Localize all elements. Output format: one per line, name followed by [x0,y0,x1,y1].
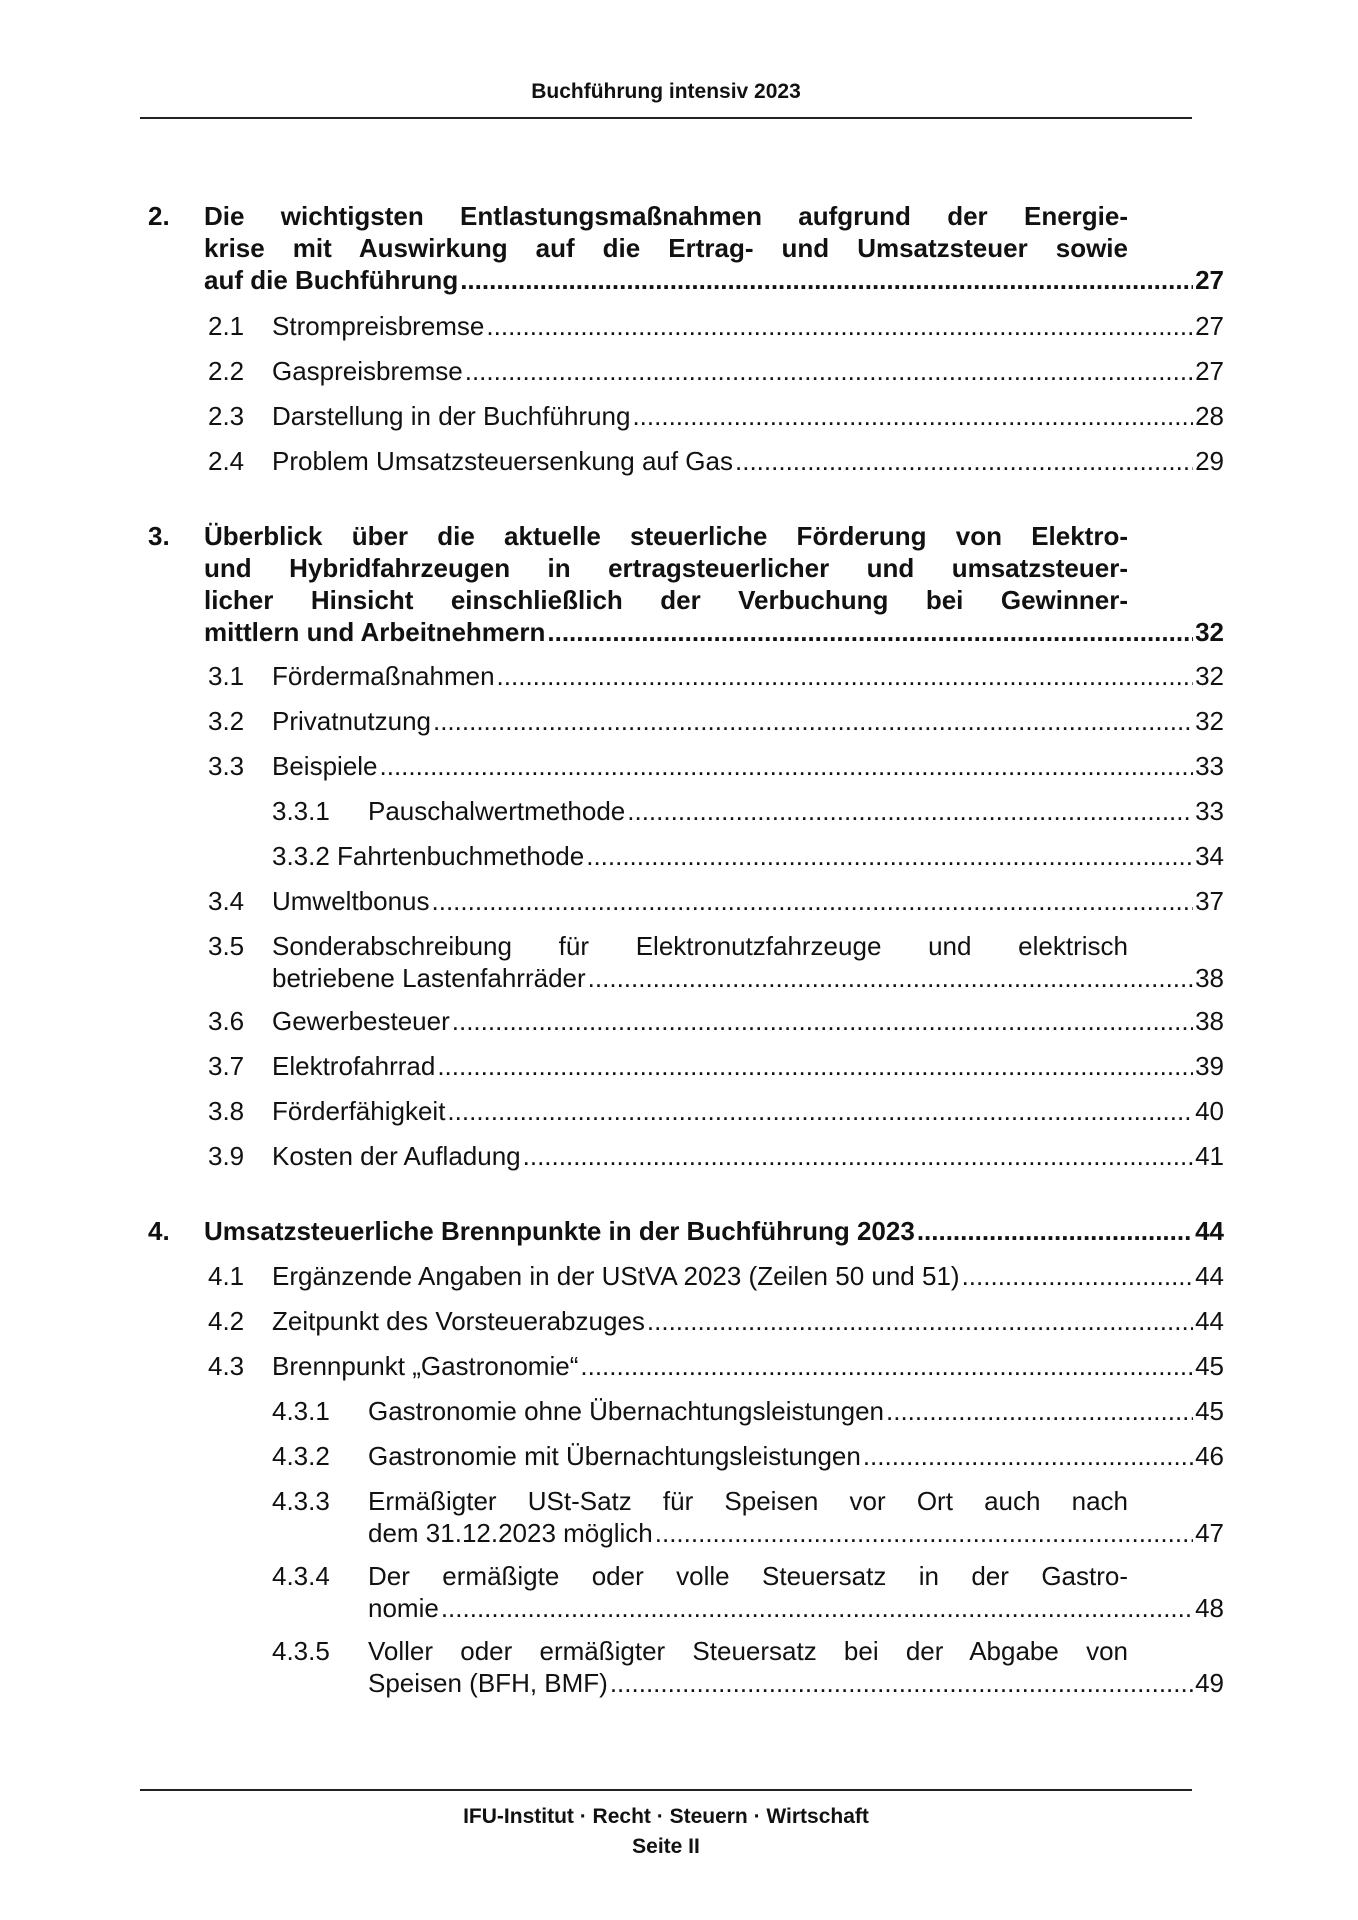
header-rule [140,117,1192,119]
dot-leader [447,1095,1193,1127]
toc-entry-title: Kosten der Aufladung [272,1141,521,1171]
toc-entry-number: 2.4 [208,446,245,476]
page-footer [140,1802,1192,1862]
toc-entry-page: 40 [1195,1096,1224,1126]
toc-entry-title-line: krise mit Auswirkung auf die Ertrag- und Umsatzsteuer sowie [204,233,1128,263]
dot-leader [647,1305,1193,1337]
toc-entry-number: 4.1 [208,1261,245,1291]
toc-entry-page: 44 [1195,1306,1224,1336]
toc-entry-page: 49 [1195,1668,1224,1698]
toc-entry-title: Privatnutzung [272,706,431,736]
toc-entry-number: 2. [148,201,170,231]
toc-entry-title-line: Der ermäßigte oder volle Steuersatz in der Gastro- [368,1561,1128,1591]
dot-leader [632,400,1193,432]
toc-entry-page: 38 [1195,963,1224,993]
toc-entry-number: 3.1 [208,661,245,691]
toc-entry-number: 3.8 [208,1096,245,1126]
toc-entry-title: Ergänzende Angaben in der UStVA 2023 (Zeilen 50 und 51) [272,1261,960,1291]
toc-entry-title: Strompreisbremse [272,311,485,341]
dot-leader [917,1215,1193,1247]
dot-leader [460,264,1193,296]
footer-institute: IFU-Institut · Recht · Steuern · Wirtschaft [463,1805,869,1828]
toc-entry-page: 27 [1195,311,1224,341]
toc-entry-number: 4.3.2 [272,1441,330,1471]
toc-entry-title: auf die Buchführung [204,265,459,295]
toc-entry-title: Speisen (BFH, BMF) [368,1668,608,1698]
toc-entry-title-line: Ermäßigter USt-Satz für Speisen vor Ort auch nach [368,1486,1128,1516]
toc-entry-title: dem 31.12.2023 möglich [368,1518,653,1548]
toc-entry-title: Darstellung in der Buchführung [272,401,631,431]
toc-entry-number: 4.3.5 [272,1636,330,1666]
toc-entry-title: Zeitpunkt des Vorsteuerabzuges [272,1306,645,1336]
toc-entry-number: 4.3.1 [272,1396,330,1426]
dot-leader [433,705,1193,737]
toc-entry-page: 32 [1195,661,1224,691]
toc-entry-page: 45 [1195,1351,1224,1381]
dot-leader [610,1667,1193,1699]
dot-leader [962,1260,1194,1292]
toc-entry-number: 4.2 [208,1306,245,1336]
toc-entry-page: 48 [1195,1593,1224,1623]
dot-leader [886,1395,1193,1427]
toc-entry-title: Elektrofahrrad [272,1051,436,1081]
toc-entry-number: 2.3 [208,401,245,431]
toc-entry-title: Brennpunkt „Gastronomie“ [272,1351,579,1381]
toc-entry-title: betriebene Lastenfahrräder [272,963,586,993]
dot-leader [627,795,1193,827]
toc-entry-title-line: Die wichtigsten Entlastungsmaßnahmen aufgrund der Energie- [204,201,1128,231]
toc-entry-number: 2.2 [208,356,245,386]
toc-entry-title: 3.3.2 Fahrtenbuchmethode [272,841,585,871]
toc-entry-page: 34 [1195,841,1224,871]
toc-entry-page: 27 [1195,356,1224,386]
toc-entry-page: 41 [1195,1141,1224,1171]
toc-entry-page: 27 [1195,265,1224,295]
dot-leader [523,1140,1193,1172]
toc-entry-title: Gastronomie ohne Übernachtungsleistungen [368,1396,885,1426]
dot-leader [497,660,1194,692]
dot-leader [486,310,1193,342]
toc-entry-number: 3.5 [208,931,245,961]
toc-entry-number: 3.3 [208,751,245,781]
toc-entry-page: 44 [1195,1216,1224,1246]
toc-entry-number: 4.3.3 [272,1486,330,1516]
toc-entry-page: 38 [1195,1006,1224,1036]
dot-leader [863,1440,1193,1472]
toc-entry-number: 4. [148,1216,170,1246]
toc-entry-title-line: licher Hinsicht einschließlich der Verbuchung bei Gewinner- [204,585,1128,615]
dot-leader [580,1350,1193,1382]
toc-entry-page: 33 [1195,751,1224,781]
dot-leader [655,1517,1193,1549]
dot-leader [437,1050,1193,1082]
dot-leader [380,750,1194,782]
toc-entry-page: 37 [1195,886,1224,916]
toc-entry-title: mittlern und Arbeitnehmern [204,617,546,647]
toc-entry-page: 33 [1195,796,1224,826]
dot-leader [432,885,1194,917]
toc-entry-number: 3.4 [208,886,245,916]
toc-entry-number: 4.3.4 [272,1561,330,1591]
toc-entry-page: 28 [1195,401,1224,431]
dot-leader [465,355,1193,387]
toc-entry-number: 4.3 [208,1351,245,1381]
dot-leader [547,616,1193,648]
toc-entry-number: 3.3.1 [272,796,330,826]
toc-entry-number: 3.9 [208,1141,245,1171]
toc-entry-title: Gastronomie mit Übernachtungsleistungen [368,1441,861,1471]
toc-entry-title: Umweltbonus [272,886,430,916]
toc-entry-page: 44 [1195,1261,1224,1291]
toc-entry-page: 32 [1195,706,1224,736]
toc-entry-page: 45 [1195,1396,1224,1426]
footer-page-number: Seite II [632,1835,700,1858]
toc-entry-number: 3. [148,521,170,551]
toc-entry-title: Beispiele [272,751,378,781]
toc-entry-title: Gaspreisbremse [272,356,463,386]
page-header: Buchführung intensiv 2023 [531,80,801,103]
toc-entry-title-line: Voller oder ermäßigter Steuersatz bei der Abgabe von [368,1636,1128,1666]
toc-entry-title-line: und Hybridfahrzeugen in ertragsteuerlicher und umsatzsteuer- [204,553,1128,583]
toc-entry-title-line: Überblick über die aktuelle steuerliche Förderung von Elektro- [204,521,1128,551]
dot-leader [735,445,1193,477]
dot-leader [441,1592,1193,1624]
footer-rule [140,1789,1192,1791]
toc-entry-title: Gewerbesteuer [272,1006,450,1036]
toc-entry-title: nomie [368,1593,439,1623]
dot-leader [586,840,1193,872]
dot-leader [452,1005,1193,1037]
toc-entry-page: 46 [1195,1441,1224,1471]
toc-entry-title: Fördermaßnahmen [272,661,495,691]
toc-entry-title: Umsatzsteuerliche Brennpunkte in der Buchführung 2023 [204,1216,915,1246]
toc-entry-page: 29 [1195,446,1224,476]
toc-entry-number: 3.2 [208,706,245,736]
toc-entry-page: 32 [1195,617,1224,647]
toc-entry-number: 3.6 [208,1006,245,1036]
toc-entry-title-line: Sonderabschreibung für Elektronutzfahrzeuge und elektrisch [272,931,1128,961]
toc-entry-number: 2.1 [208,311,245,341]
dot-leader [588,962,1193,994]
toc-entry-title: Problem Umsatzsteuersenkung auf Gas [272,446,733,476]
toc-entry-page: 39 [1195,1051,1224,1081]
toc-entry-number: 3.7 [208,1051,245,1081]
toc-entry-title: Pauschalwertmethode [368,796,626,826]
toc-entry-page: 47 [1195,1518,1224,1548]
toc-entry-title: Förderfähigkeit [272,1096,446,1126]
